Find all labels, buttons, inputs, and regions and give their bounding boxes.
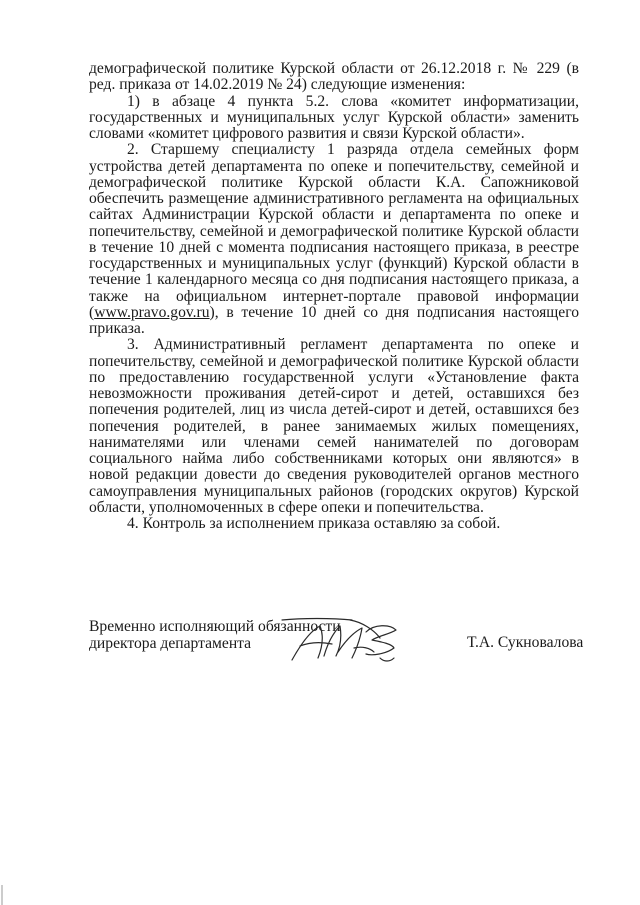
order-item-2-tail: ), в течение 10 дней со дня подписания настоящего приказа. bbox=[89, 303, 579, 337]
signatory-title-line-1: Временно исполняющий обязанности bbox=[89, 618, 341, 635]
handwritten-signature bbox=[262, 612, 432, 670]
order-item-2 bbox=[89, 142, 579, 337]
order-item-4: 4. Контроль за исполнением приказа оставляю за собой. bbox=[127, 515, 501, 532]
scan-edge-mark bbox=[0, 885, 10, 905]
order-item-2-text: 2. Старшему специалисту 1 разряда отдела семейных форм устройства детей департамента по опеке и попечительству, семейной и демографической политике Курской области К.А. Сапожниковой обеспечить размещение административного регламента на официальных сайтах Администрации Курской области и департамента по опеке и попечительству, семейной и демографической политике Курской области в течение 10 дней с момента подписания настоящего приказа, в реестре государственных и муниципальных услуг (функций) Курской области в течение 1 календарного месяца со дня подписания настоящего приказа, а также на официальном интернет-портале правовой информации ( bbox=[89, 141, 579, 321]
order-item-3: 3. Административный регламент департамента по опеке и попечительству, семейной и демографической политике Курской области по предоставлению государственной услуги «Установление факта невозможности проживания детей-сирот и детей, оставшихся без попечения родителей, лиц из числа детей-сирот и детей, оставшихся без попечения родителей, в ранее занимаемых жилых помещениях, нанимателями или членами семей нанимателей по договорам социального найма либо собственниками которых они являются» в новой редакции довести до сведения руководителей органов местного самоуправления муниципальных районов (городских округов) Курской области, уполномоченных в сфере опеки и попечительства. bbox=[89, 336, 579, 516]
amendment-item-1: 1) в абзаце 4 пункта 5.2. слова «комитет информатизации, государственных и муниципальных услуг Курской области» заменить словами «комитет цифрового развития и связи Курской области». bbox=[89, 92, 579, 142]
intro-paragraph: демографической политике Курской области от 26.12.2018 г. № 229 (в ред. приказа от 14.02.2019 № 24) следующие изменения: bbox=[89, 60, 579, 94]
signatory-title-line-2: директора департамента bbox=[89, 635, 252, 652]
signatory-name: Т.А. Сукновалова bbox=[467, 634, 584, 651]
pravo-gov-link[interactable]: www.pravo.gov.ru bbox=[94, 303, 210, 321]
document-body bbox=[89, 61, 579, 532]
